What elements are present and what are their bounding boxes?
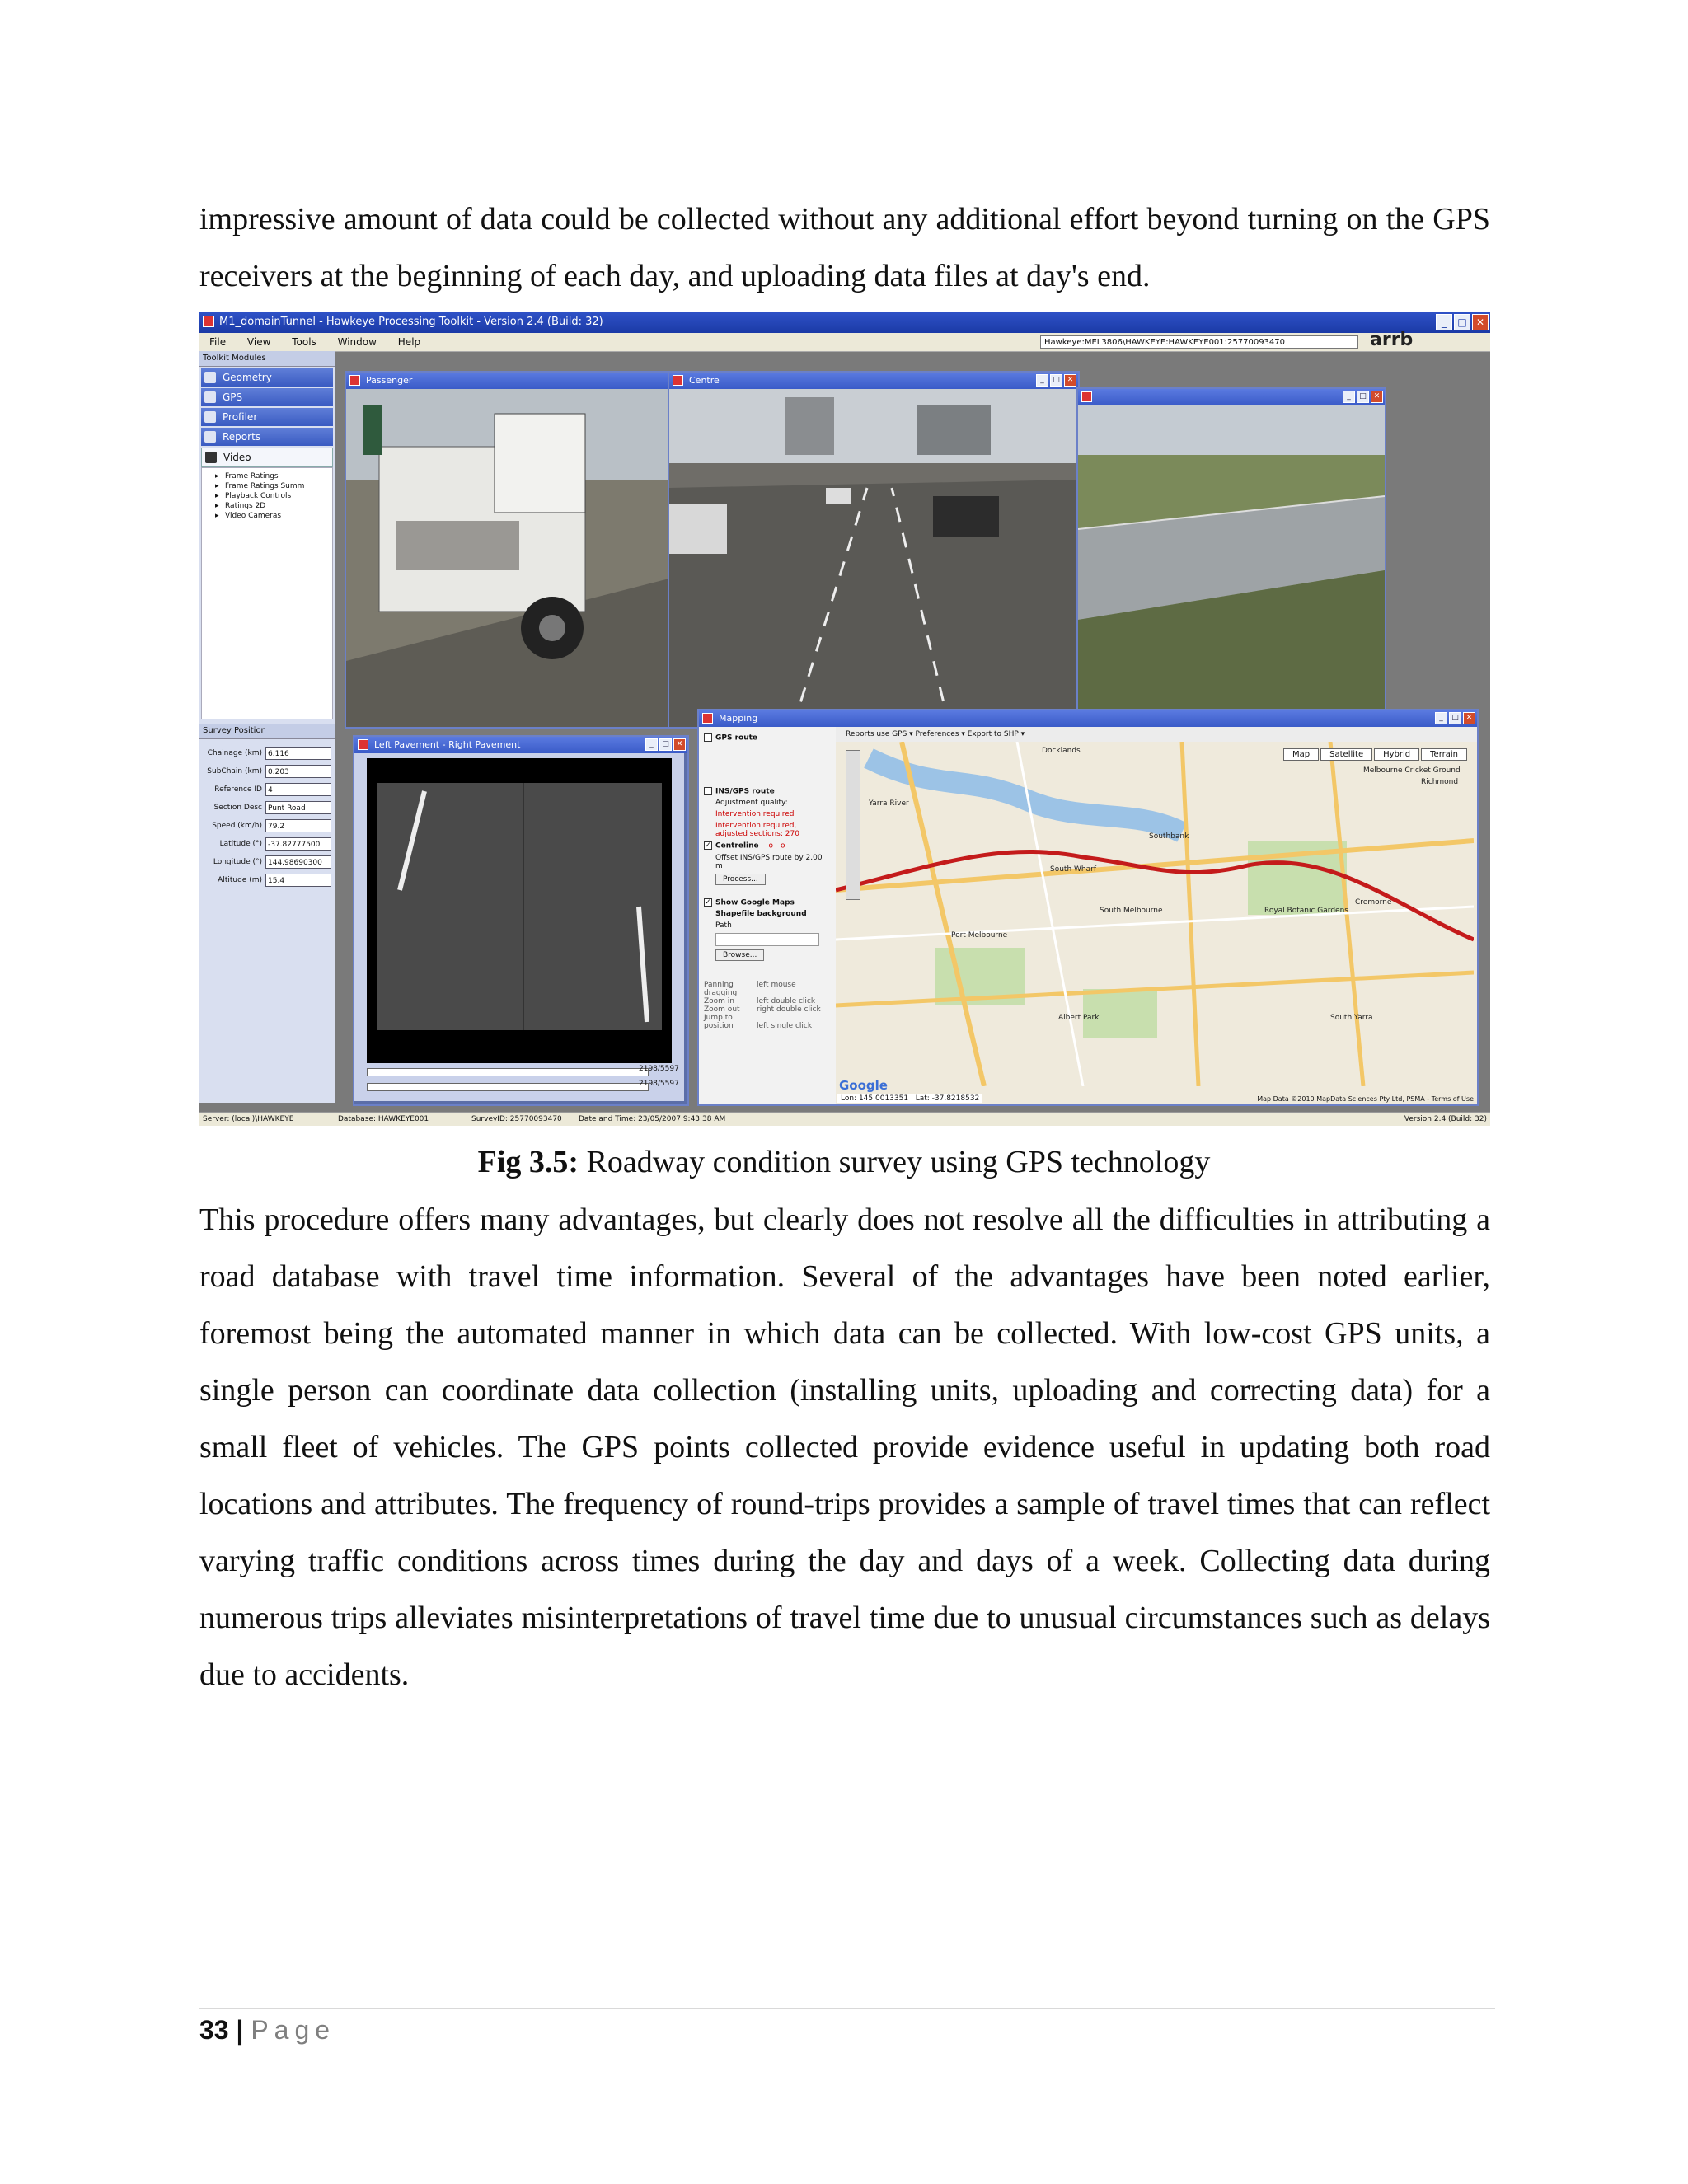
geometry-icon: [204, 372, 216, 383]
profiler-icon: [204, 411, 216, 423]
close-icon[interactable]: ✕: [1463, 712, 1475, 724]
survey-row: Latitude (°) -37.82777500: [199, 835, 335, 853]
passenger-camera-view: [346, 389, 669, 727]
map-type-satellite[interactable]: Satellite: [1320, 748, 1372, 761]
survey-path-field[interactable]: Hawkeye:MEL3806\HAWKEYE:HAWKEYE001:25770093470: [1040, 335, 1358, 349]
shapefile-path-input[interactable]: [715, 933, 819, 946]
status-database: Database: HAWKEYE001: [338, 1115, 429, 1123]
figure-screenshot: [199, 312, 1490, 1126]
map-label: Yarra River: [869, 799, 909, 808]
menu-help[interactable]: Help: [397, 336, 421, 348]
map-label: South Wharf: [1050, 865, 1097, 874]
video-submenu: [201, 467, 333, 719]
video-item[interactable]: ▸ Ratings 2D: [202, 501, 332, 511]
survey-value[interactable]: 15.4: [265, 874, 331, 887]
video-item[interactable]: ▸ Video Cameras: [202, 511, 332, 521]
map-label: Docklands: [1042, 747, 1081, 755]
app-icon: [203, 316, 214, 327]
map-label: Port Melbourne: [951, 931, 1008, 940]
right-camera-window: [1076, 387, 1386, 729]
map-label: Southbank: [1149, 832, 1189, 841]
close-icon[interactable]: ✕: [1371, 391, 1383, 403]
close-icon[interactable]: ✕: [1472, 314, 1489, 330]
map-type-map[interactable]: Map: [1283, 748, 1319, 761]
survey-value[interactable]: -37.82777500: [265, 837, 331, 851]
maximize-icon[interactable]: □: [659, 738, 672, 751]
frame-counter: 2198/5597: [639, 1080, 679, 1088]
module-geometry[interactable]: Geometry: [201, 368, 333, 387]
caption-text: Roadway condition survey using GPS technology: [579, 1145, 1211, 1179]
gps-icon: [204, 391, 216, 403]
maximize-icon[interactable]: □: [1050, 374, 1062, 387]
pavement-camera-view: [367, 758, 672, 1063]
process-button[interactable]: Process...: [715, 874, 766, 885]
module-profiler[interactable]: Profiler: [201, 408, 333, 426]
centre-title: Centre: [689, 375, 720, 386]
frame-counter: 2198/5597: [639, 1065, 679, 1073]
pavement-title: Left Pavement - Right Pavement: [374, 739, 521, 750]
minimize-icon[interactable]: _: [1036, 374, 1048, 387]
close-icon[interactable]: ✕: [673, 738, 686, 751]
page-word: Page: [251, 2015, 336, 2045]
centreline-checkbox[interactable]: [704, 841, 712, 850]
survey-value[interactable]: 144.98690300: [265, 855, 331, 869]
map-label: Albert Park: [1058, 1014, 1100, 1022]
maximize-icon[interactable]: □: [1449, 712, 1461, 724]
paragraph-bottom: This procedure offers many advantages, but clearly does not resolve all the difficulties in attributing a road database with travel time information. Several of the advantages have been noted earlier, foremost being the automated manner in which data can be collected. With low-cost GPS units, a single person can coordinate data collection (installing units, uploading and correcting data) for a small fleet of vehicles. The GPS points collected provide evidence useful in updating both road locations and attributes. The frequency of round-trips provides a sample of travel times that can reflect varying traffic conditions across times during the day and days of a week. Collecting data during numerous trips alleviates misinterpretations of travel time due to unusual circumstances such as delays due to accidents.: [199, 1202, 1490, 1692]
minimize-icon[interactable]: _: [1435, 712, 1447, 724]
menu-view[interactable]: View: [246, 336, 271, 348]
playback-slider[interactable]: [367, 1068, 649, 1076]
mapping-options: GPS route INS/GPS route Adjustment quality: Intervention required Intervention required, adjusted sections: 270 ✓Centreline —o—o— Offset INS/GPS route by 2.00 m Process... ✓Show Google Maps Shapefile background Path Browse... Panning left mouse dragging Zoom in left double click Zoom out right double click Jump to position left single click: [699, 727, 836, 1104]
map-label: Royal Botanic Gardens: [1264, 907, 1348, 915]
pavement-window: [353, 735, 689, 1106]
minimize-icon[interactable]: _: [1436, 314, 1452, 330]
maximize-icon[interactable]: □: [1357, 391, 1369, 403]
page-number: 33: [199, 2015, 229, 2045]
footer-separator: |: [236, 2015, 244, 2045]
survey-row: Section Desc Punt Road: [199, 799, 335, 817]
centre-window: [668, 371, 1080, 729]
browse-button[interactable]: Browse...: [715, 949, 764, 961]
survey-value[interactable]: 79.2: [265, 819, 331, 832]
maximize-icon[interactable]: □: [1454, 314, 1470, 330]
status-survey-id: SurveyID: 25770093470: [471, 1115, 562, 1123]
survey-position-panel: [199, 724, 335, 1063]
map-label: Melbourne Cricket Ground: [1363, 766, 1461, 775]
menubar: [199, 330, 1490, 352]
video-item[interactable]: ▸ Playback Controls: [202, 491, 332, 501]
survey-header: Survey Position: [199, 724, 335, 739]
passenger-window: [345, 371, 671, 729]
map-type-selector: [1282, 748, 1467, 761]
map-coordinates: Lon: 145.0013351 Lat: -37.8218532: [837, 1094, 982, 1103]
survey-value[interactable]: Punt Road: [265, 801, 331, 814]
app-title: M1_domainTunnel - Hawkeye Processing Toolkit - Version 2.4 (Build: 32): [219, 316, 603, 328]
video-camera-icon: [205, 452, 217, 463]
gps-route-checkbox[interactable]: [704, 733, 712, 742]
toolkit-header: Toolkit Modules: [199, 351, 335, 367]
show-google-maps-checkbox[interactable]: [704, 898, 712, 907]
survey-value[interactable]: 0.203: [265, 765, 331, 778]
reports-icon: [204, 431, 216, 443]
map-toolbar[interactable]: Reports use GPS ▾ Preferences ▾ Export to SHP ▾: [836, 727, 1477, 743]
google-logo: Google: [839, 1078, 888, 1093]
footer-divider: [199, 2008, 1495, 2009]
status-bar: [199, 1112, 1490, 1126]
map-label: Cremorne: [1355, 898, 1392, 907]
close-icon[interactable]: ✕: [1064, 374, 1076, 387]
survey-value[interactable]: 4: [265, 783, 331, 796]
right-camera-view: [1078, 405, 1385, 727]
centre-camera-view: [669, 389, 1078, 727]
app-titlebar: [199, 312, 1490, 333]
minimize-icon[interactable]: _: [645, 738, 658, 751]
playback-slider[interactable]: [367, 1083, 649, 1091]
map-view[interactable]: [836, 742, 1477, 1104]
map-type-hybrid[interactable]: Hybrid: [1374, 748, 1419, 761]
module-gps[interactable]: GPS: [201, 388, 333, 406]
menu-tools[interactable]: Tools: [292, 336, 316, 348]
module-video[interactable]: Video: [201, 448, 333, 467]
survey-row: Reference ID 4: [199, 780, 335, 799]
survey-value[interactable]: 6.116: [265, 747, 331, 760]
zoom-slider[interactable]: [846, 750, 860, 900]
survey-row: Longitude (°) 144.98690300: [199, 853, 335, 871]
arrb-logo: arrb: [1370, 330, 1414, 350]
module-reports[interactable]: Reports: [201, 428, 333, 446]
video-item[interactable]: ▸ Frame Ratings: [202, 471, 332, 481]
paragraph-top: impressive amount of data could be collected without any additional effort beyond turning on the GPS receivers at the beginning of each day, and uploading data files at day's end.: [199, 202, 1490, 293]
passenger-title: Passenger: [366, 375, 413, 386]
mapping-window: [697, 709, 1479, 1106]
survey-row: Altitude (m) 15.4: [199, 871, 335, 889]
map-label: South Yarra: [1330, 1014, 1373, 1022]
menu-file[interactable]: File: [209, 336, 227, 348]
minimize-icon[interactable]: _: [1343, 391, 1355, 403]
map-label: South Melbourne: [1100, 907, 1163, 915]
map-label: Richmond: [1421, 778, 1459, 786]
status-version: Version 2.4 (Build: 32): [1404, 1115, 1487, 1123]
menu-window[interactable]: Window: [337, 336, 377, 348]
map-copyright: Map Data ©2010 MapData Sciences Pty Ltd, PSMA - Terms of Use: [1257, 1095, 1474, 1103]
survey-row: Chainage (km) 6.116: [199, 744, 335, 762]
map-type-terrain[interactable]: Terrain: [1421, 748, 1467, 761]
caption-label: Fig 3.5:: [477, 1145, 579, 1179]
page-footer: [199, 2013, 335, 2047]
mapping-title: Mapping: [719, 713, 758, 724]
video-item[interactable]: ▸ Frame Ratings Summ: [202, 481, 332, 491]
ins-route-checkbox[interactable]: [704, 787, 712, 795]
figure-caption: [0, 1137, 1688, 1187]
status-datetime: Date and Time: 23/05/2007 9:43:38 AM: [579, 1115, 726, 1123]
survey-row: SubChain (km) 0.203: [199, 762, 335, 780]
status-server: Server: (local)\HAWKEYE: [203, 1115, 294, 1123]
survey-row: Speed (km/h) 79.2: [199, 817, 335, 835]
